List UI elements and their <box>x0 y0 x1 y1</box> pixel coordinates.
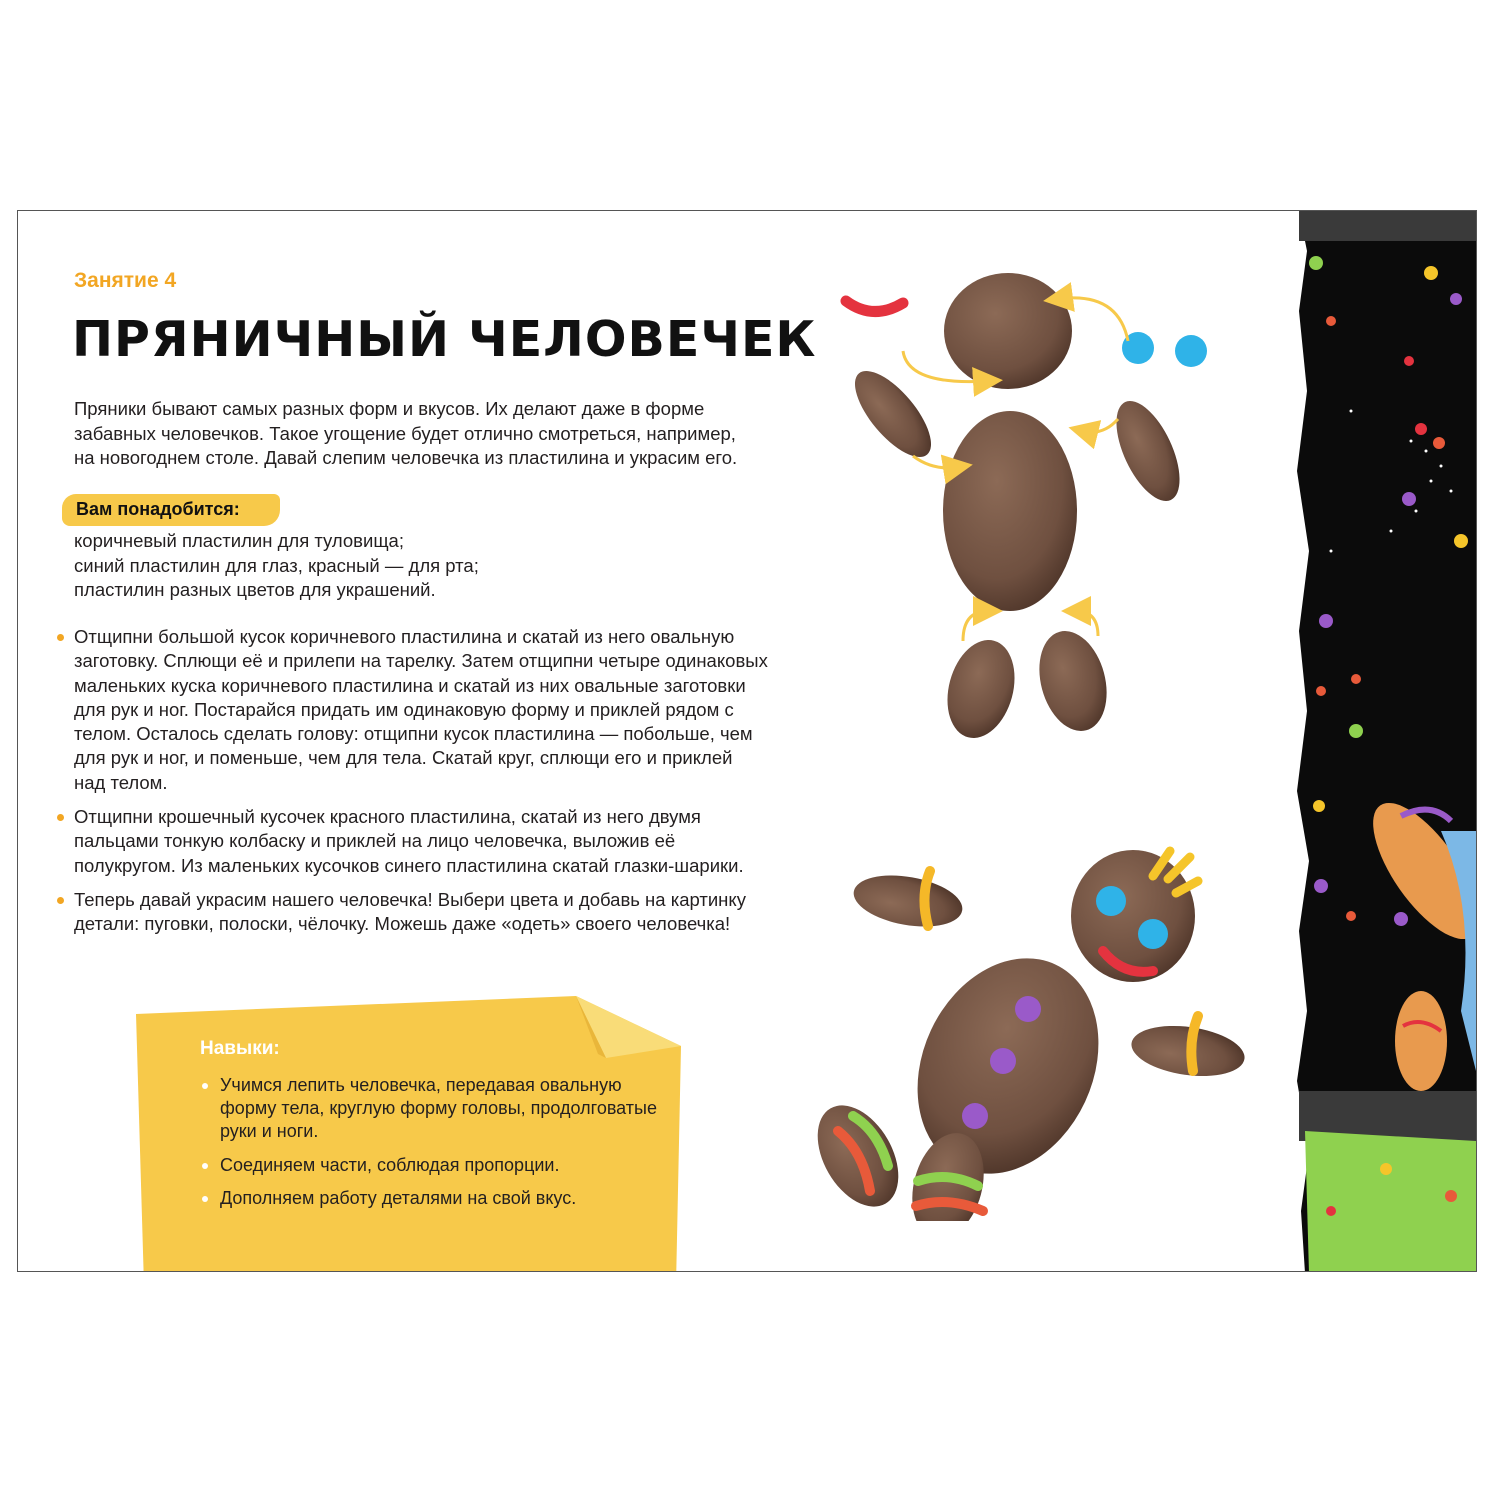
assembled-gingerbread-man <box>801 850 1248 1221</box>
materials-label-text: Вам понадобится: <box>76 499 240 519</box>
skill-item <box>200 1187 660 1210</box>
next-page-illustration <box>1291 211 1476 1272</box>
bullet-icon <box>202 1163 208 1169</box>
eye <box>1096 886 1126 916</box>
skills-title: Навыки: <box>200 1038 280 1059</box>
materials-label <box>62 494 280 526</box>
step-text: Отщипни крошечный кусочек красного пластилина, скатай из него двумя пальцами тонкую колбаску и приклей на лицо человечка, выложив её полукругом. Из маленьких кусочков синего пластилина скатай глазки-шарики. <box>74 806 744 876</box>
blue-eye-piece <box>1175 335 1207 367</box>
intro-paragraph <box>74 397 764 471</box>
arm-piece <box>1103 392 1192 510</box>
workbook-page <box>17 210 1477 1272</box>
craft-illustration <box>798 271 1278 1221</box>
skill-item <box>200 1154 660 1177</box>
body-piece <box>943 411 1077 611</box>
page-title: ПРЯНИЧНЫЙ ЧЕЛОВЕЧЕК <box>72 311 817 368</box>
instruction-steps <box>48 625 768 947</box>
materials-item: коричневый пластилин для туловища; <box>74 530 404 551</box>
leg-piece <box>1029 623 1117 738</box>
button <box>1015 996 1041 1022</box>
arm-stripe <box>924 871 930 926</box>
instruction-step <box>48 805 768 878</box>
skill-item <box>200 1074 660 1143</box>
materials-list <box>74 529 674 603</box>
step-text: Отщипни большой кусок коричневого пластилина и скатай из него овальную заготовку. Сплющи её и прилепи на тарелку. Затем отщипни четыре одинаковых маленьких куска коричневого пластилина и скатай из них овальные заготовки для рук и ног. Постарайся придать им одинаковую форму и приклей рядом с телом. Осталось сделать голову: отщипни кусок пластилина — побольше, чем для рук и ног, и поменьше, чем для тела. Скатай круг, сплющи его и приклей над телом. <box>74 626 768 793</box>
skill-text: Дополняем работу деталями на свой вкус. <box>220 1188 577 1208</box>
materials-item: синий пластилин для глаз, красный — для рта; <box>74 554 479 576</box>
bullet-icon <box>57 634 64 641</box>
instruction-step <box>48 625 768 795</box>
bullet-icon <box>202 1083 208 1089</box>
red-mouth-piece <box>846 301 903 312</box>
instruction-step <box>48 888 768 937</box>
skills-note <box>136 996 698 1272</box>
eye <box>1138 919 1168 949</box>
skill-text: Соединяем части, соблюдая пропорции. <box>220 1155 560 1175</box>
intro-line: Пряники бывают самых разных форм и вкусов. Их делают даже в форме <box>74 398 705 419</box>
arm <box>850 868 967 934</box>
parts-layout <box>842 273 1207 746</box>
intro-line: на новогоднем столе. Давай слепим человечка из пластилина и украсим его. <box>74 447 738 468</box>
materials-item: пластилин разных цветов для украшений. <box>74 579 436 600</box>
leg-piece <box>937 632 1025 745</box>
lesson-label: Занятие 4 <box>74 269 177 292</box>
bullet-icon <box>57 897 64 904</box>
bullet-icon <box>202 1196 208 1202</box>
head-piece <box>944 273 1072 389</box>
button <box>962 1103 988 1129</box>
step-text: Теперь давай украсим нашего человечка! Выбери цвета и добавь на картинку детали: пуговки, полоски, чёлочку. Можешь даже «одеть» своего человечка! <box>74 888 746 935</box>
button <box>990 1048 1016 1074</box>
skill-text: Учимся лепить человечка, передавая овальную форму тела, круглую форму головы, продолговатые руки и ноги. <box>220 1075 657 1141</box>
bullet-icon <box>57 814 64 821</box>
intro-line: забавных человечков. Такое угощение будет отлично смотреться, например, <box>74 422 736 444</box>
